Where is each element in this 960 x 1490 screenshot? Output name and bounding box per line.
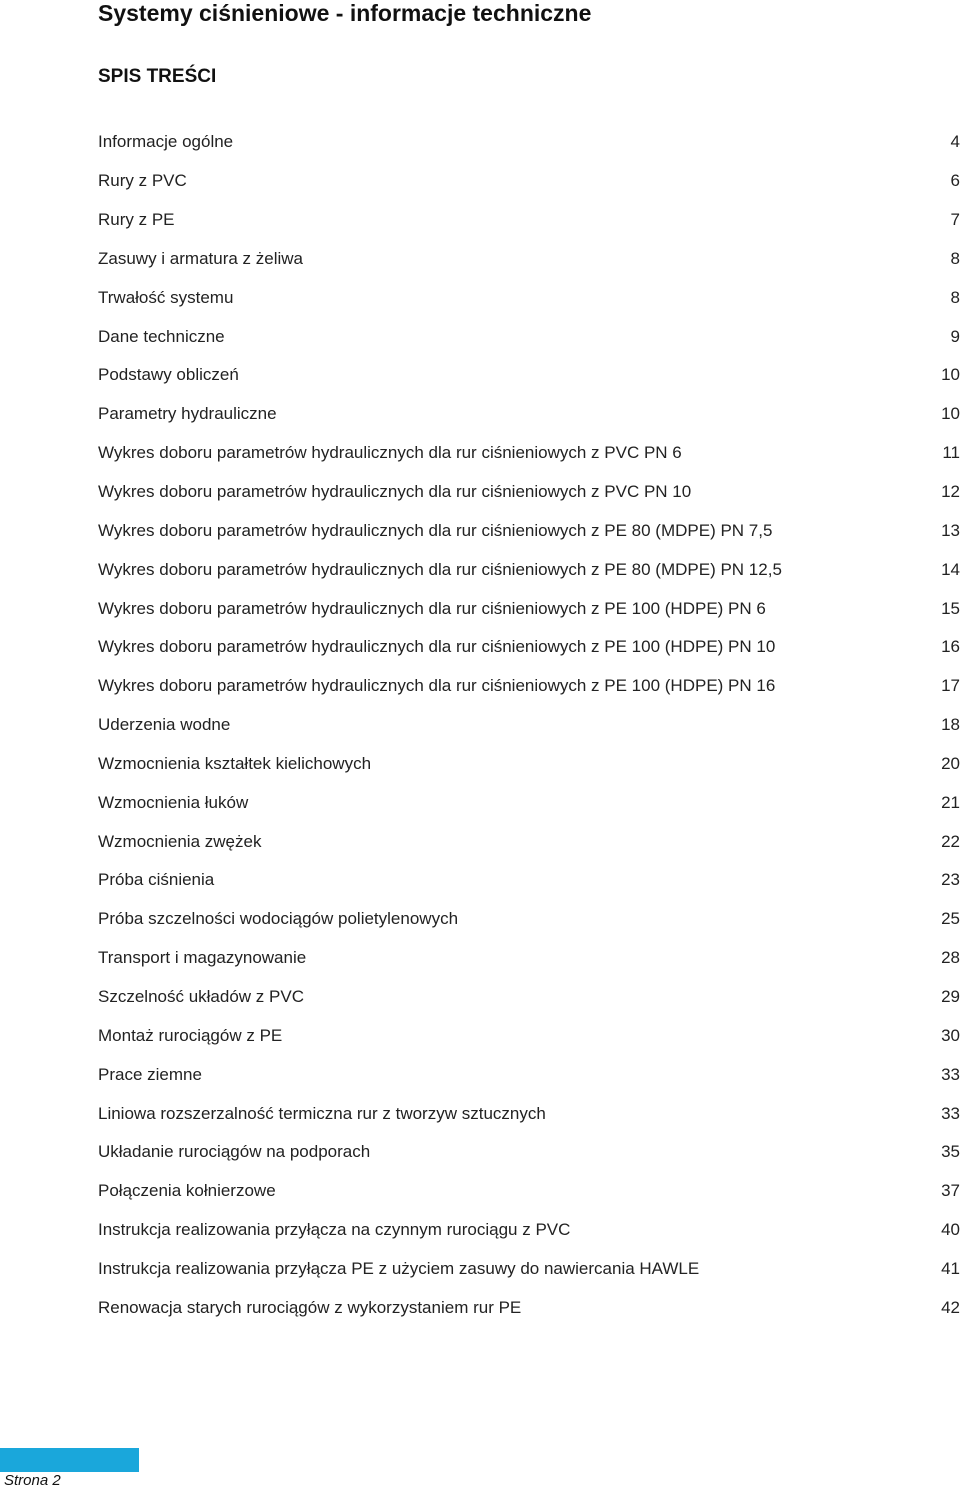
toc-entry-page-number: 40 [941,1220,960,1240]
toc-entry[interactable] [98,550,960,589]
toc-entry-title: Informacje ogólne [98,132,234,152]
toc-entry-title: Zasuwy i armatura z żeliwa [98,248,304,268]
toc-entry[interactable] [98,1288,960,1327]
toc-entry[interactable] [98,978,960,1017]
toc-entry-page-number: 20 [941,753,960,773]
toc-entry-page-number: 25 [941,909,960,929]
toc-entry[interactable] [98,939,960,978]
toc-entry-title: Wykres doboru parametrów hydraulicznych dla rur ciśnieniowych z PE 80 (MDPE) PN 7,5 [98,520,773,540]
toc-entry-page-number: 28 [941,948,960,968]
toc-entry-title: Podstawy obliczeń [98,365,239,385]
toc-entry[interactable] [98,123,960,162]
footer-accent-bar [0,1448,139,1472]
toc-entry-title: Wykres doboru parametrów hydraulicznych dla rur ciśnieniowych z PVC PN 6 [98,443,682,463]
toc-entry-page-number: 16 [941,637,960,657]
toc-entry[interactable] [98,745,960,784]
toc-entry[interactable] [98,278,960,317]
document-title: Systemy ciśnieniowe - informacje techniczne [98,0,592,26]
toc-entry-title: Wzmocnienia łuków [98,792,249,812]
toc-entry-page-number: 10 [941,404,960,424]
toc-entry[interactable] [98,1172,960,1211]
toc-entry[interactable] [98,861,960,900]
toc-entry-page-number: 15 [941,598,960,618]
toc-entry-page-number: 33 [941,1064,960,1084]
toc-entry-page-number: 18 [941,715,960,735]
toc-entry-page-number: 41 [941,1258,960,1278]
toc-entry[interactable] [98,511,960,550]
toc-entry[interactable] [98,589,960,628]
toc-entry[interactable] [98,783,960,822]
toc-entry-title: Renowacja starych rurociągów z wykorzystaniem rur PE [98,1297,522,1317]
toc-entry-title: Uderzenia wodne [98,715,231,735]
toc-entry[interactable] [98,356,960,395]
toc-entry-title: Rury z PE [98,210,175,230]
toc-entry-title: Transport i magazynowanie [98,948,307,968]
toc-entry-page-number: 37 [941,1181,960,1201]
toc-entry-title: Liniowa rozszerzalność termiczna rur z tworzyw sztucznych [98,1103,546,1123]
toc-entry-title: Instrukcja realizowania przyłącza na czynnym rurociągu z PVC [98,1220,571,1240]
toc-entry-title: Wykres doboru parametrów hydraulicznych dla rur ciśnieniowych z PVC PN 10 [98,482,692,502]
toc-entry[interactable] [98,162,960,201]
toc-entry-page-number: 4 [950,132,960,152]
toc-entry-page-number: 35 [941,1142,960,1162]
table-of-contents [98,123,960,1327]
toc-heading: SPIS TREŚCI [98,66,217,87]
toc-entry-page-number: 7 [950,210,960,230]
toc-entry-title: Trwałość systemu [98,287,234,307]
toc-entry-title: Wykres doboru parametrów hydraulicznych dla rur ciśnieniowych z PE 80 (MDPE) PN 12,5 [98,559,782,579]
toc-entry-page-number: 13 [941,520,960,540]
toc-entry-page-number: 23 [941,870,960,890]
toc-entry[interactable] [98,628,960,667]
toc-entry-title: Montaż rurociągów z PE [98,1025,283,1045]
toc-entry-page-number: 12 [941,482,960,502]
toc-entry[interactable] [98,1133,960,1172]
toc-entry[interactable] [98,900,960,939]
toc-entry[interactable] [98,1055,960,1094]
toc-entry-title: Wzmocnienia zwężek [98,831,262,851]
toc-entry[interactable] [98,240,960,279]
toc-entry-page-number: 29 [941,986,960,1006]
toc-entry-title: Połączenia kołnierzowe [98,1181,276,1201]
toc-entry-title: Prace ziemne [98,1064,202,1084]
toc-entry[interactable] [98,1016,960,1055]
toc-entry[interactable] [98,822,960,861]
toc-entry-page-number: 33 [941,1103,960,1123]
toc-entry[interactable] [98,667,960,706]
toc-entry[interactable] [98,317,960,356]
toc-entry-title: Wykres doboru parametrów hydraulicznych dla rur ciśnieniowych z PE 100 (HDPE) PN 10 [98,637,776,657]
toc-entry-title: Wykres doboru parametrów hydraulicznych dla rur ciśnieniowych z PE 100 (HDPE) PN 16 [98,676,776,696]
toc-entry[interactable] [98,201,960,240]
toc-entry-title: Instrukcja realizowania przyłącza PE z użyciem zasuwy do nawiercania HAWLE [98,1258,700,1278]
toc-entry-title: Wzmocnienia kształtek kielichowych [98,753,372,773]
toc-entry-page-number: 9 [950,326,960,346]
toc-entry-title: Wykres doboru parametrów hydraulicznych dla rur ciśnieniowych z PE 100 (HDPE) PN 6 [98,598,766,618]
toc-entry[interactable] [98,1094,960,1133]
footer-page-label: Strona 2 [4,1472,61,1489]
toc-entry[interactable] [98,473,960,512]
toc-entry-page-number: 14 [941,559,960,579]
toc-entry-page-number: 30 [941,1025,960,1045]
toc-entry-title: Rury z PVC [98,171,187,191]
toc-entry-page-number: 6 [950,171,960,191]
toc-entry-page-number: 10 [941,365,960,385]
toc-entry[interactable] [98,434,960,473]
toc-entry-page-number: 22 [941,831,960,851]
toc-entry-page-number: 8 [950,248,960,268]
toc-entry-title: Próba szczelności wodociągów polietylenowych [98,909,459,929]
toc-entry[interactable] [98,1249,960,1288]
toc-entry-page-number: 21 [941,792,960,812]
toc-entry[interactable] [98,1211,960,1250]
toc-entry-title: Parametry hydrauliczne [98,404,277,424]
toc-entry-page-number: 11 [942,443,960,463]
toc-entry[interactable] [98,395,960,434]
toc-entry-page-number: 8 [950,287,960,307]
toc-entry-page-number: 42 [941,1297,960,1317]
toc-entry-title: Próba ciśnienia [98,870,215,890]
toc-entry-page-number: 17 [941,676,960,696]
toc-entry-title: Układanie rurociągów na podporach [98,1142,371,1162]
toc-entry-title: Dane techniczne [98,326,225,346]
toc-entry-title: Szczelność układów z PVC [98,986,304,1006]
toc-entry[interactable] [98,706,960,745]
